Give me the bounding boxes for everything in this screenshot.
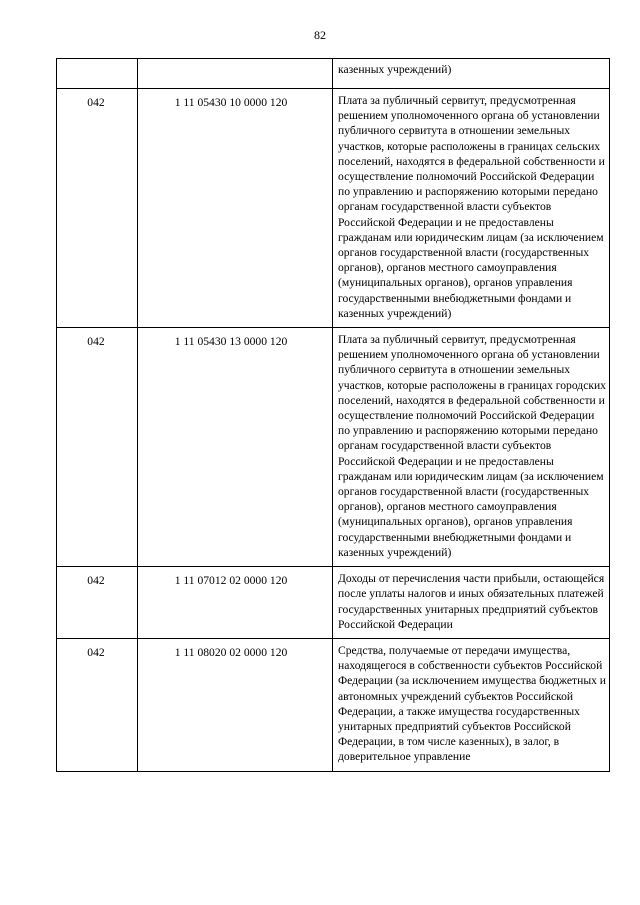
- description-cell: Плата за публичный сервитут, предусмотренная решением уполномоченного органа об установлении публичного сервитута в отношении земельных участков, которые расположены в границах городских поселений, находятся в федеральной собственности и осуществление полномочий Российской Федерации по управлению и распоряжению которыми передано органам государственной власти субъектов Российской Федерации и не предоставлены гражданам или юридическим лицам (за исключением органов государственной власти (государственных органов), органов местного самоуправления (муниципальных органов), органов управления государственными внебюджетными фондами и казенных учреждений): [333, 328, 610, 567]
- admin-code-cell: 042: [57, 638, 138, 771]
- admin-code-cell: 042: [57, 328, 138, 567]
- income-code-cell: 1 11 08020 02 0000 120: [138, 638, 333, 771]
- table-row: [57, 638, 610, 771]
- table-row-continuation: [57, 59, 610, 89]
- page-number: 82: [314, 28, 326, 42]
- table-row: [57, 89, 610, 328]
- table-row: [57, 328, 610, 567]
- income-code-cell: 1 11 05430 10 0000 120: [138, 89, 333, 328]
- table-row: [57, 567, 610, 639]
- admin-code-cell: [57, 59, 138, 89]
- income-code-cell: 1 11 07012 02 0000 120: [138, 567, 333, 639]
- admin-code-cell: 042: [57, 567, 138, 639]
- description-cell: казенных учреждений): [333, 59, 610, 89]
- admin-code-cell: 042: [57, 89, 138, 328]
- description-cell: Средства, получаемые от передачи имущества, находящегося в собственности субъектов Российской Федерации (за исключением имущества бюджетных и автономных учреждений субъектов Российской Федерации, а также имущества государственных унитарных предприятий субъектов Российской Федерации, в том числе казенных), в залог, в доверительное управление: [333, 638, 610, 771]
- income-codes-table: [56, 58, 610, 772]
- income-code-cell: 1 11 05430 13 0000 120: [138, 328, 333, 567]
- description-cell: Доходы от перечисления части прибыли, остающейся после уплаты налогов и иных обязательных платежей государственных унитарных предприятий субъектов Российской Федерации: [333, 567, 610, 639]
- income-code-cell: [138, 59, 333, 89]
- description-cell: Плата за публичный сервитут, предусмотренная решением уполномоченного органа об установлении публичного сервитута в отношении земельных участков, которые расположены в границах сельских поселений, находятся в федеральной собственности и осуществление полномочий Российской Федерации по управлению и распоряжению которыми передано органам государственной власти субъектов Российской Федерации и не предоставлены гражданам или юридическим лицам (за исключением органов государственной власти (государственных органов), органов местного самоуправления (муниципальных органов), органов управления государственными внебюджетными фондами и казенных учреждений): [333, 89, 610, 328]
